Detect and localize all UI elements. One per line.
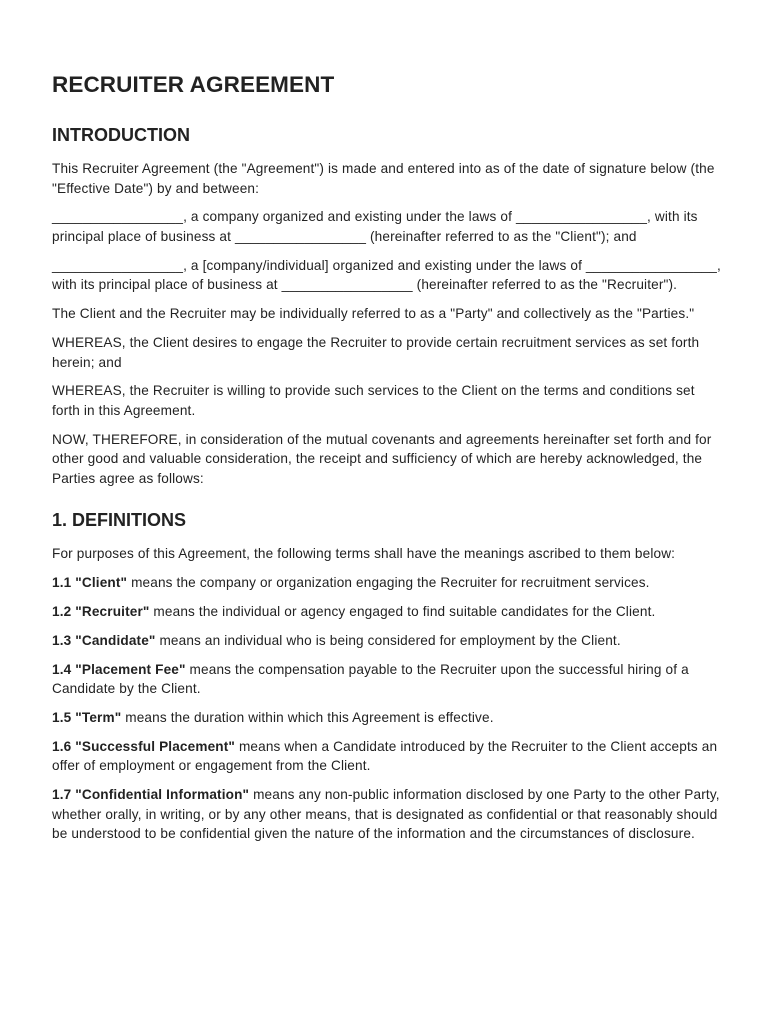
definition-term: 1.2 "Recruiter" [52,604,150,619]
document-page [52,70,722,844]
definitions-heading: 1. DEFINITIONS [52,510,187,531]
definition-item [52,573,722,593]
definition-text: means the individual or agency engaged to find suitable candidates for the Client. [149,604,656,619]
definition-term: 1.3 "Candidate" [52,632,156,648]
intro-paragraph-whereas-recruiter: WHEREAS, the Recruiter is willing to provide such services to the Client on the terms and conditions set forth in this Agreement. [52,383,695,418]
definition-term: 1.5 "Term" [52,709,122,725]
definition-term: 1.4 "Placement Fee" [52,661,186,677]
definition-term: 1.7 "Confidential Information" [52,787,250,803]
definition-text: means any non-public information disclosed by one Party to the other Party, whether orally, in writing, or by any other means, that is designated as confidential or that reasonably should be understood to be confidential given the nature of the information and the circumstances of disclosure. [52,787,720,842]
definition-item [52,708,722,728]
definition-text: means the duration within which this Agreement is effective. [121,709,494,725]
definition-term: 1.1 "Client" [52,575,128,591]
definition-item [52,660,722,699]
document-title: RECRUITER AGREEMENT [52,72,335,97]
intro-paragraph-client-party: _________________, a company organized and existing under the laws of _________________, with its principal place of business at _________________ (hereinafter referred to as the "Client"); and [52,209,698,244]
definitions-intro: For purposes of this Agreement, the following terms shall have the meanings ascribed to them below: [52,546,676,562]
definition-item [52,785,722,844]
definition-text: means the company or organization engaging the Recruiter for recruitment services. [127,575,650,591]
definition-text: means the compensation payable to the Recruiter upon the successful hiring of a Candidate by the Client. [52,661,689,697]
intro-paragraph-recruiter-party: _________________, a [company/individual] organized and existing under the laws of _________________, with its principal place of business at _________________ (hereinafter referred to as the "Recruiter"). [52,257,721,293]
intro-paragraph-whereas-client: WHEREAS, the Client desires to engage the Recruiter to provide certain recruitment services as set forth herein; and [52,334,700,370]
definition-item [52,602,722,622]
definition-item [52,737,722,776]
definition-text: means when a Candidate introduced by the Recruiter to the Client accepts an offer of employment or engagement from the Client. [52,738,718,774]
intro-paragraph-now-therefore: NOW, THEREFORE, in consideration of the mutual covenants and agreements hereinafter set forth and for other good and valuable consideration, the receipt and sufficiency of which are hereby acknowledged, the Parties agree as follows: [52,431,712,486]
definition-item [52,631,722,651]
introduction-heading: INTRODUCTION [52,125,190,145]
intro-paragraph-parties: The Client and the Recruiter may be individually referred to as a "Party" and collectively as the "Parties." [52,306,695,322]
definition-term: 1.6 "Successful Placement" [52,738,236,754]
intro-paragraph-preamble: This Recruiter Agreement (the "Agreement") is made and entered into as of the date of signature below (the "Effective Date") by and between: [52,161,715,196]
definition-text: means an individual who is being considered for employment by the Client. [155,632,621,648]
